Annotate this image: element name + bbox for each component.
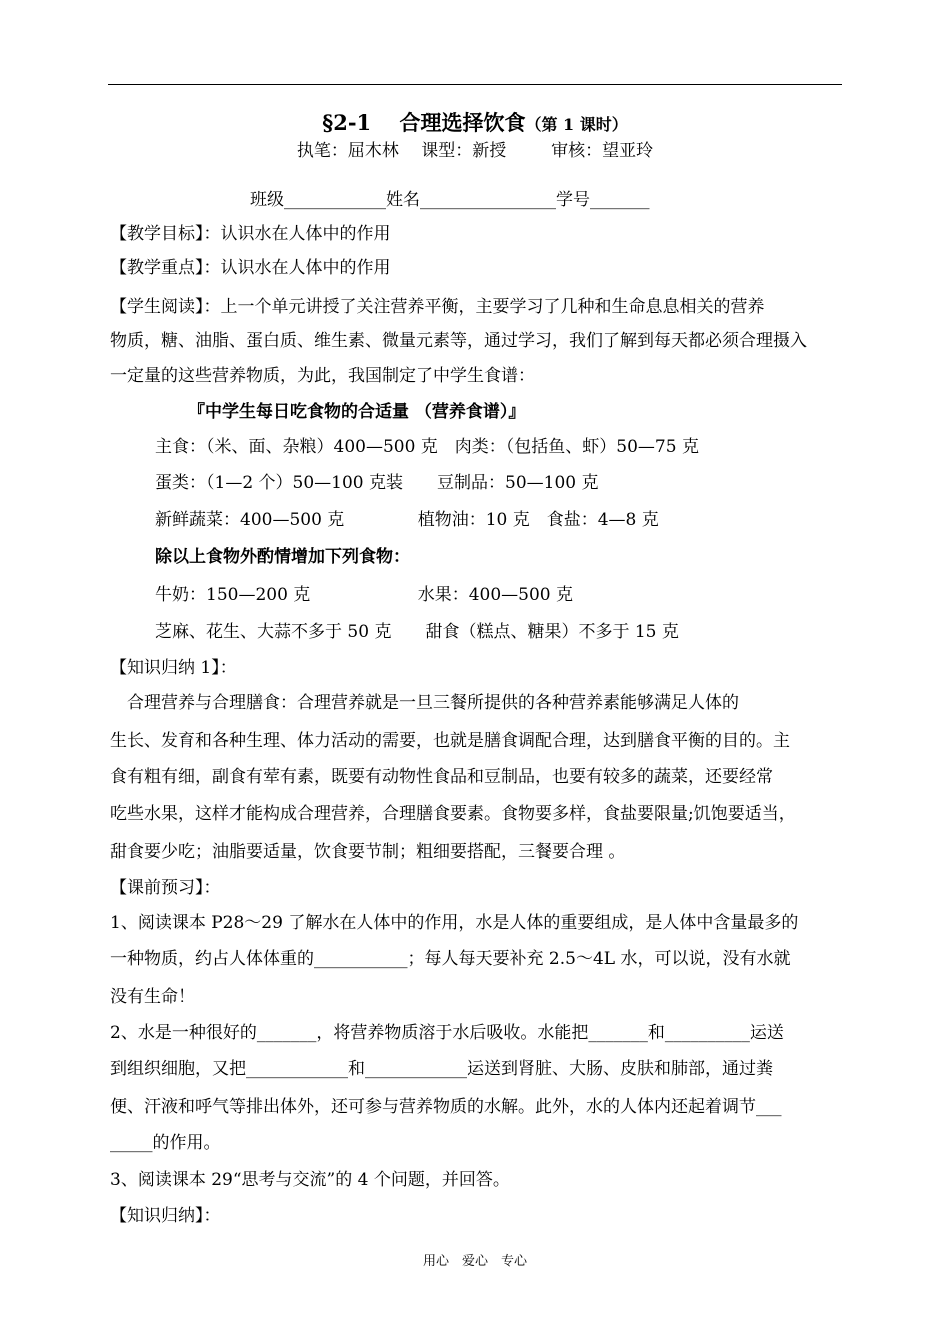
title-sub: （第 1 课时） — [525, 115, 628, 134]
preview-line: 没有生命！ — [110, 987, 195, 1007]
knowledge1-line: 合理营养与合理膳食：合理营养就是一旦三餐所提供的各种营养素能够满足人体的 — [110, 693, 739, 713]
recipe-heading: 『中学生每日吃食物的合适量 （营养食谱）』 — [188, 402, 526, 422]
reading-line: 物质，糖、油脂、蛋白质、维生素、微量元素等，通过学习，我们了解到每天都必须合理摄入 — [110, 331, 807, 351]
teaching-goal: 【教学目标】：认识水在人体中的作用 — [110, 224, 391, 244]
recipe-extra-heading: 除以上食物外酌情增加下列食物： — [155, 547, 410, 567]
preview-line: 3、阅读课本 29“思考与交流”的 4 个问题，并回答。 — [110, 1170, 510, 1190]
recipe-extra-line: 芝麻、花生、大蒜不多于 50 克 甜食（糕点、糖果）不多于 15 克 — [155, 622, 679, 642]
knowledge1-line: 甜食要少吃；油脂要适量，饮食要节制；粗细要搭配，三餐要合理 。 — [110, 842, 626, 862]
teaching-focus: 【教学重点】：认识水在人体中的作用 — [110, 258, 391, 278]
student-info-line: 班级____________姓名________________学号_______ — [250, 190, 650, 210]
reading-line: 一定量的这些营养物质，为此，我国制定了中学生食谱： — [110, 366, 535, 386]
preview-line: _____的作用。 — [110, 1133, 221, 1153]
preview-line: 便、汗液和呼气等排出体外，还可参与营养物质的水解。此外，水的人体内还起着调节___ — [110, 1097, 782, 1117]
title-main: §2-1 合理选择饮食 — [322, 110, 526, 135]
preview-heading: 【课前预习】： — [110, 878, 221, 898]
page-title — [0, 111, 950, 137]
recipe-line: 新鲜蔬菜：400—500 克 植物油：10 克 食盐：4—8 克 — [155, 510, 659, 530]
preview-line: 2、水是一种很好的_______，将营养物质溶于水后吸收。水能把_______和__________运送 — [110, 1023, 784, 1043]
header-rule — [108, 84, 842, 85]
recipe-line: 主食：（米、面、杂粮）400—500 克 肉类：（包括鱼、虾）50—75 克 — [155, 437, 699, 457]
recipe-line: 蛋类：（1—2 个）50—100 克装 豆制品：50—100 克 — [155, 473, 599, 493]
knowledge1-heading: 【知识归纳 1】： — [110, 658, 237, 678]
knowledge1-line: 生长、发育和各种生理、体力活动的需要，也就是膳食调配合理，达到膳食平衡的目的。主 — [110, 731, 790, 751]
recipe-extra-line: 牛奶：150—200 克 水果：400—500 克 — [155, 585, 574, 605]
preview-line: 一种物质，约占人体体重的___________；每人每天要补充 2.5～4L 水，可以说，没有水就 — [110, 949, 791, 969]
knowledge2-heading: 【知识归纳】： — [110, 1206, 221, 1226]
knowledge1-line: 食有粗有细，副食有荤有素，既要有动物性食品和豆制品，也要有较多的蔬菜，还要经常 — [110, 767, 773, 787]
knowledge1-line: 吃些水果，这样才能构成合理营养，合理膳食要素。食物要多样，食盐要限量;饥饱要适当， — [110, 804, 796, 824]
page-footer: 用心 爱心 专心 — [422, 1254, 527, 1269]
preview-line: 1、阅读课本 P28～29 了解水在人体中的作用，水是人体的重要组成，是人体中含量最多的 — [110, 913, 799, 933]
authors-line: 执笔：屈木林 课型：新授 审核：望亚玲 — [296, 141, 654, 161]
preview-line: 到组织细胞，又把____________和____________运送到肾脏、大肠、皮肤和肺部，通过粪 — [110, 1059, 773, 1079]
reading-line: 【学生阅读】：上一个单元讲授了关注营养平衡，主要学习了几种和生命息息相关的营养 — [110, 297, 765, 317]
